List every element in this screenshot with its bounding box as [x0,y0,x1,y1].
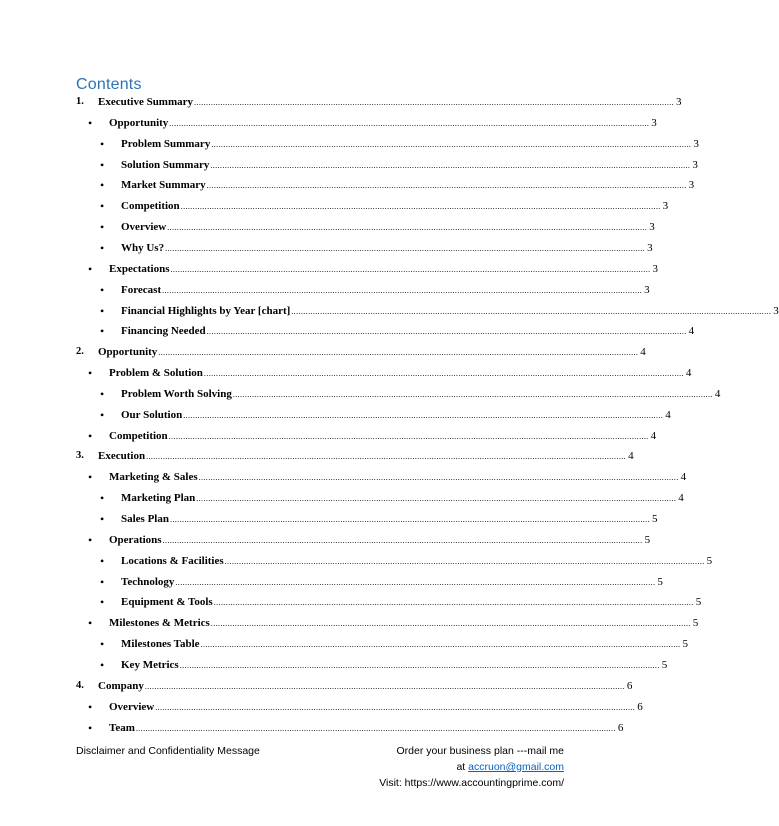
toc-entry-title: Locations & Facilities [121,554,224,567]
toc-entry[interactable] [76,94,682,110]
toc-entry-title: Key Metrics [121,658,179,671]
bullet-icon: • [100,303,105,318]
bullet-icon: • [100,324,105,339]
toc-entry-title: Market Summary [121,179,206,192]
bullet-icon: • [88,720,93,735]
bullet-icon: • [88,699,93,714]
toc-entry[interactable] [76,469,687,485]
dot-leader: ........................................................................................................................................................................................................ [165,243,646,253]
toc-entry-title: Financial Highlights by Year [chart] [121,304,291,317]
dot-leader: ........................................................................................................................................................................................................ [179,660,660,670]
dot-leader: ........................................................................................................................................................................................................ [135,723,616,733]
contents-heading: Contents [76,76,142,93]
toc-entry[interactable] [76,532,651,548]
dot-leader: ........................................................................................................................................................................................................ [211,139,692,149]
bullet-icon: • [88,470,93,485]
toc-entry-title: Overview [121,221,167,234]
bullet-icon: • [88,532,93,547]
dot-leader: ........................................................................................................................................................................................................ [203,369,684,379]
dot-leader: ........................................................................................................................................................................................................ [155,702,636,712]
toc-page-number: 3 [651,116,657,129]
dot-leader: ........................................................................................................................................................................................................ [206,327,687,337]
dot-leader: ........................................................................................................................................................................................................ [232,389,713,399]
dot-leader: ........................................................................................................................................................................................................ [213,598,694,608]
toc-page-number: 4 [628,450,634,463]
toc-page-number: 4 [665,408,671,421]
dot-leader: ........................................................................................................................................................................................................ [169,118,650,128]
toc-page-number: 3 [652,262,658,275]
dot-leader: ........................................................................................................................................................................................................ [146,452,627,462]
toc-entry[interactable] [76,282,650,298]
toc-page-number: 5 [644,533,651,546]
toc-entry[interactable] [76,344,646,360]
toc-entry[interactable] [76,428,657,444]
toc-page-number: 6 [617,721,624,734]
toc-page-number: 3 [649,221,655,234]
toc-entry[interactable] [76,386,721,402]
toc-entry[interactable] [76,553,713,569]
toc-entry[interactable] [76,636,689,652]
toc-entry[interactable] [76,699,643,715]
email-link[interactable]: accruon@gmail.com [468,761,564,773]
toc-entry[interactable] [76,177,695,193]
toc-page-number: 3 [647,241,653,254]
bullet-icon: • [100,574,105,589]
toc-entry-title: Overview [109,700,155,713]
toc-page-number: 3 [693,137,699,150]
bullet-icon: • [100,553,105,568]
toc-entry-title: Sales Plan [121,513,169,525]
toc-entry[interactable] [76,448,634,464]
section-number: 4. [76,679,84,691]
bullet-icon: • [100,657,105,672]
dot-leader: ........................................................................................................................................................................................................ [198,473,679,483]
toc-page-number: 4 [678,492,684,505]
toc-entry-title: Technology [121,575,175,588]
toc-entry-title: Problem & Solution [109,367,203,380]
toc-entry-title: Why Us? [121,241,165,254]
email-prefix: at [456,761,469,773]
toc-entry[interactable] [76,136,699,152]
toc-page-number: 6 [637,700,643,713]
toc-entry-title: Problem Summary [121,137,211,150]
dot-leader: ........................................................................................................................................................................................................ [162,535,643,545]
toc-entry-title: Milestones Table [121,638,200,651]
disclaimer-text: Disclaimer and Confidentiality Message [76,745,260,757]
bullet-icon: • [88,261,93,276]
section-number: 3. [76,450,84,462]
dot-leader: ........................................................................................................................................................................................................ [162,285,643,295]
toc-entry-title: Execution [98,450,146,463]
dot-leader: ........................................................................................................................................................................................................ [196,494,677,504]
website-line: Visit: https://www.accountingprime.com/ [379,777,564,789]
toc-entry-title: Equipment & Tools [121,596,213,609]
dot-leader: ........................................................................................................................................................................................................ [210,619,691,629]
bullet-icon: • [100,220,105,235]
toc-page-number: 4 [714,387,721,400]
toc-entry[interactable] [76,657,668,673]
toc-entry-title: Competition [121,200,180,213]
toc-entry-title: Marketing & Sales [109,471,198,484]
bullet-icon: • [88,366,93,381]
toc-page-number: 3 [692,158,698,171]
toc-entry-title: Expectations [109,262,170,275]
bullet-icon: • [100,407,105,422]
toc-page-number: 3 [773,304,779,317]
bullet-icon: • [100,240,105,255]
toc-page-number: 5 [692,617,699,630]
toc-entry[interactable] [76,615,699,631]
toc-page-number: 4 [650,429,657,442]
bullet-icon: • [100,199,105,214]
bullet-icon: • [100,637,105,652]
toc-entry-title: Opportunity [109,116,169,129]
toc-page-number: 3 [676,96,682,108]
toc-page-number: 5 [657,575,663,588]
toc-page-number: 4 [680,471,687,484]
toc-page-number: 5 [695,596,702,609]
toc-entry-title: Forecast [121,283,162,296]
bullet-icon: • [100,136,105,151]
toc-entry[interactable] [76,594,702,610]
toc-entry-title: Marketing Plan [121,492,196,505]
section-number: 2. [76,346,84,358]
toc-entry[interactable] [76,720,624,736]
toc-page-number: 3 [688,179,695,192]
bullet-icon: • [100,491,105,506]
dot-leader: ........................................................................................................................................................................................................ [169,515,650,524]
order-info [379,743,564,791]
bullet-icon: • [100,386,105,401]
toc-entry-title: Problem Worth Solving [121,387,232,400]
toc-entry[interactable] [76,261,658,277]
toc-page-number: 5 [682,638,689,651]
toc-entry[interactable] [76,303,779,319]
dot-leader: ........................................................................................................................................................................................................ [170,264,651,274]
dot-leader: ........................................................................................................................................................................................................ [183,410,664,420]
toc-entry[interactable] [76,574,663,590]
toc-page-number: 5 [706,554,713,567]
toc-entry-title: Milestones & Metrics [109,617,210,630]
bullet-icon: • [100,157,105,172]
bullet-icon: • [100,512,105,526]
bullet-icon: • [100,595,105,610]
toc-entry[interactable] [76,511,658,527]
dot-leader: ........................................................................................................................................................................................................ [194,98,675,107]
toc-page-number: 3 [662,200,669,213]
email-line [379,759,564,775]
toc-entry-title: Operations [109,533,162,546]
toc-entry[interactable] [76,407,671,423]
dot-leader: ........................................................................................................................................................................................................ [180,202,661,212]
section-number: 1. [76,96,84,107]
bullet-icon: • [100,178,105,193]
toc-entry[interactable] [76,365,692,381]
dot-leader: ........................................................................................................................................................................................................ [200,640,681,650]
toc-entry[interactable] [76,115,657,131]
dot-leader: ........................................................................................................................................................................................................ [206,181,687,191]
toc-entry[interactable] [76,240,653,256]
bullet-icon: • [88,428,93,443]
toc-page-number: 5 [661,658,668,671]
toc-entry-title: Competition [109,429,168,442]
toc-entry-title: Executive Summary [98,96,194,108]
dot-leader: ........................................................................................................................................................................................................ [167,223,648,233]
bullet-icon: • [88,616,93,631]
toc-entry-title: Opportunity [98,346,158,359]
toc-entry-title: Team [109,721,135,734]
dot-leader: ........................................................................................................................................................................................................ [224,556,705,566]
toc-entry[interactable] [76,678,633,694]
toc-page-number: 6 [626,679,633,692]
toc-entry[interactable] [76,323,695,339]
dot-leader: ........................................................................................................................................................................................................ [168,431,649,441]
dot-leader: ........................................................................................................................................................................................................ [291,306,772,316]
dot-leader: ........................................................................................................................................................................................................ [158,348,639,358]
toc-page-number: 3 [644,283,650,296]
toc-entry[interactable] [76,198,669,214]
toc-entry-title: Our Solution [121,408,183,421]
toc-entry[interactable] [76,157,698,173]
toc-page-number: 4 [688,325,695,338]
toc-page-number: 4 [640,346,646,359]
toc-entry-title: Solution Summary [121,158,210,171]
bullet-icon: • [100,282,105,297]
toc-page-number: 4 [685,367,692,380]
dot-leader: ........................................................................................................................................................................................................ [210,160,691,170]
bullet-icon: • [88,115,93,130]
toc-entry[interactable] [76,219,655,235]
dot-leader: ........................................................................................................................................................................................................ [175,577,656,587]
toc-entry-title: Company [98,679,144,692]
toc-entry-title: Financing Needed [121,325,206,338]
order-line: Order your business plan ---mail me [396,745,564,757]
toc-page-number: 5 [651,513,658,525]
toc-entry[interactable] [76,490,684,506]
dot-leader: ........................................................................................................................................................................................................ [144,681,625,691]
